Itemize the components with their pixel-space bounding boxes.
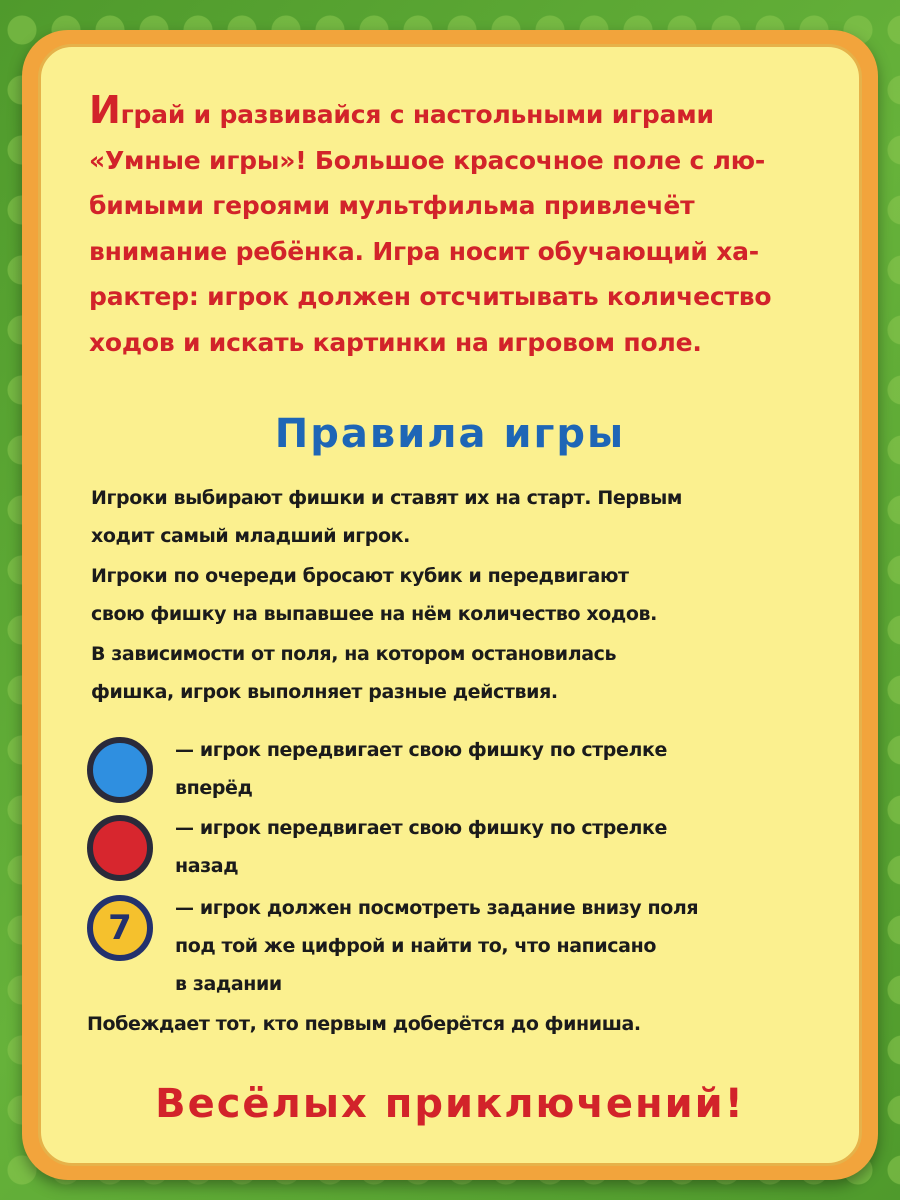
legend-text: — игрок передвигает свою фишку по стрелке вперёд [175, 739, 667, 799]
intro-line: рактер: игрок должен отсчитывать количество [89, 282, 772, 311]
intro-text [89, 88, 819, 365]
rules-paragraph-2: Игроки по очереди бросают кубик и передвигают свою фишку на выпавшее на нём количество ходов. [91, 565, 657, 625]
number-circle-icon: 7 [87, 895, 153, 961]
intro-line: ходов и искать картинки на игровом поле. [89, 327, 702, 357]
blue-circle-icon [87, 737, 153, 803]
legend-text: — игрок должен посмотреть задание внизу поля под той же цифрой и найти то, что написано в задании [175, 897, 699, 995]
outro-text: Весёлых приключений! [155, 1081, 745, 1127]
intro-line: Играй и развивайся с настольными играми [89, 88, 714, 132]
rules-card [38, 44, 862, 1166]
intro-line: бимыми героями мультфильма привлечёт [89, 191, 695, 220]
red-circle-icon [87, 815, 153, 881]
intro-line: «Умные игры»! Большое красочное поле с лю- [89, 145, 765, 175]
winner-rule: Побеждает тот, кто первым доберётся до финиша. [87, 1013, 641, 1035]
drop-cap: И [89, 88, 121, 132]
rules-title: Правила игры [274, 411, 626, 457]
rules-paragraph-1: Игроки выбирают фишки и ставят их на старт. Первым ходит самый младший игрок. [91, 487, 683, 547]
intro-line: внимание ребёнка. Игра носит обучающий ха- [89, 236, 759, 266]
rules-paragraph-3: В зависимости от поля, на котором остановилась фишка, игрок выполняет разные действия. [91, 643, 617, 703]
legend-text: — игрок передвигает свою фишку по стрелке назад [175, 817, 667, 877]
